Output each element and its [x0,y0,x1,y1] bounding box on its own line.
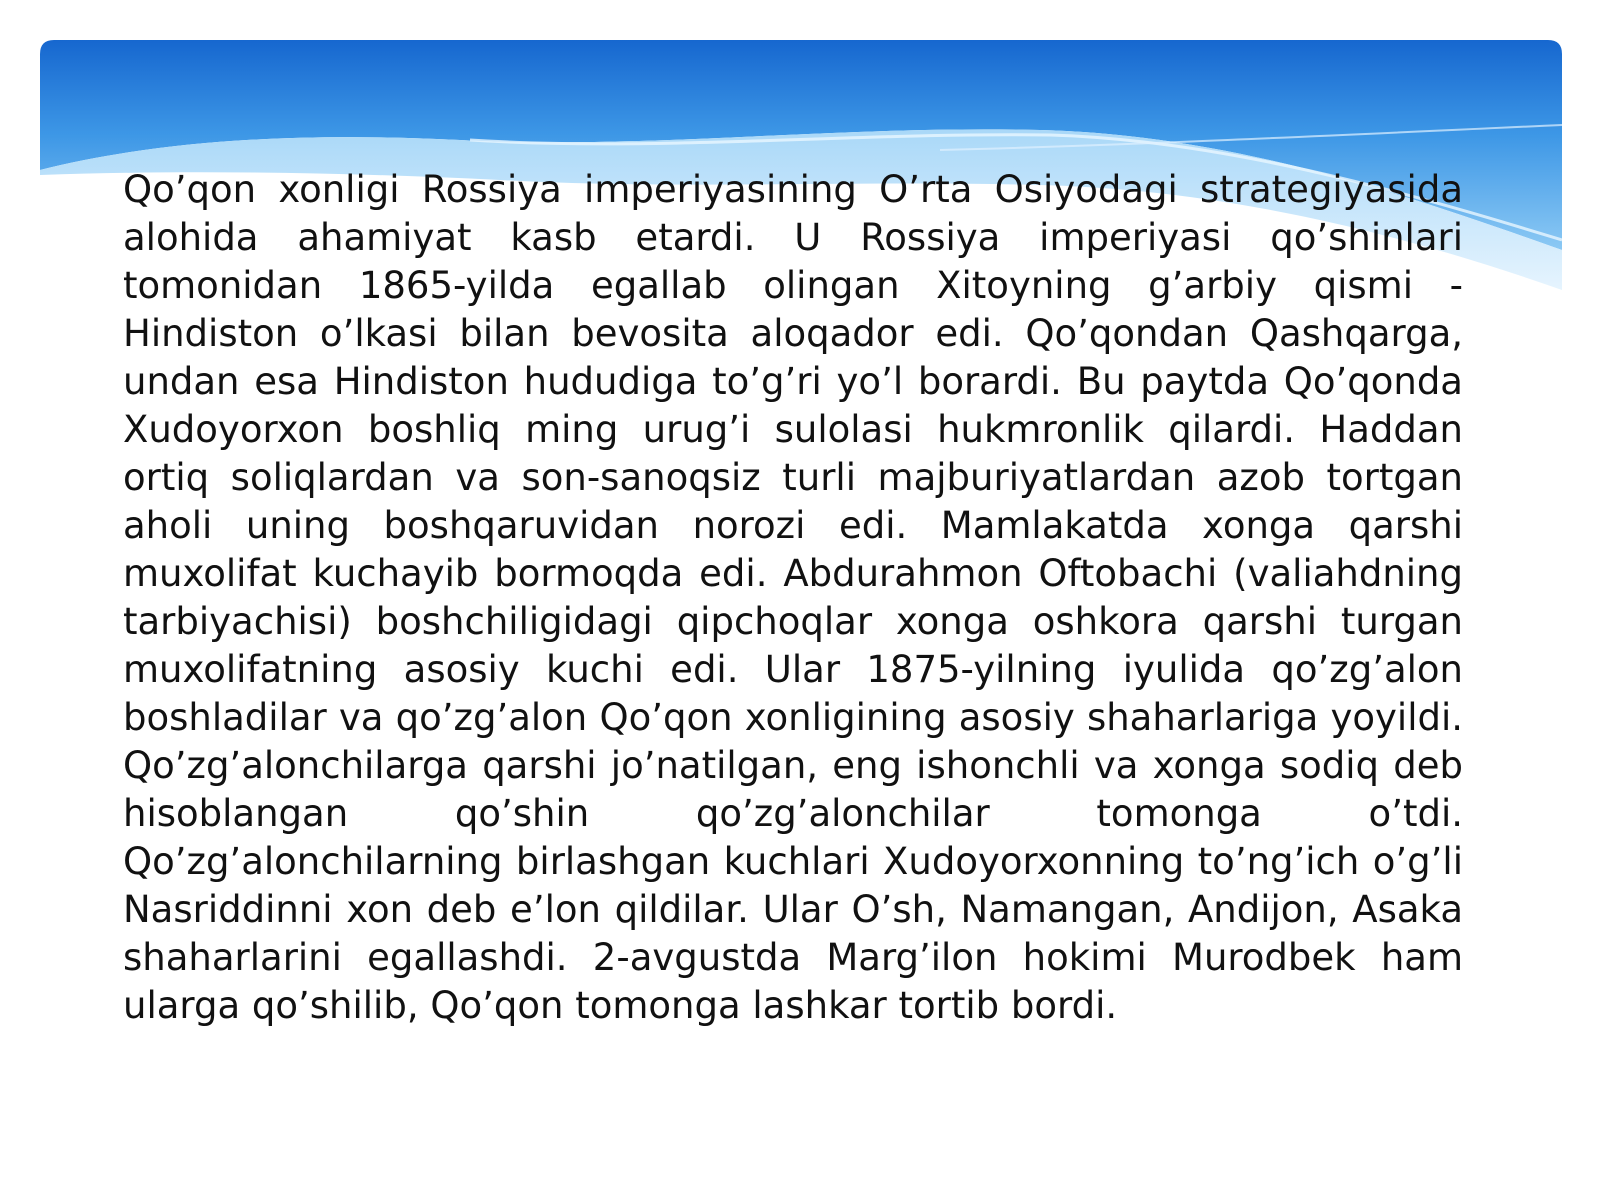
body-paragraph: Qo’qon xonligi Rossiya imperiyasining O’rta Osiyodagi strategiyasida alohida ahamiyat kasb etardi. U Rossiya imperiyasi qo’shinlari tomonidan 1865-yilda egallab olingan Xitoyning g’arbiy qismi - Hindiston o’lkasi bilan bevosita aloqador edi. Qo’qondan Qashqarga, undan esa Hindiston hududiga to’g’ri yo’l borardi. Bu paytda Qo’qonda Xudoyorxon boshliq ming urug’i sulolasi hukmronlik qilardi. Haddan ortiq soliqlardan va son-sanoqsiz turli majburiyatlardan azob tortgan aholi uning boshqaruvidan norozi edi. Mamlakatda xonga qarshi muxolifat kuchayib bormoqda edi. Abdurahmon Oftobachi (valiahdning tarbiyachisi) boshchiligidagi qipchoqlar xonga oshkora qarshi turgan muxolifatning asosiy kuchi edi. Ular 1875-yilning iyulida qo’zg’alon boshladilar va qo’zg’alon Qo’qon xonligining asosiy shaharlariga yoyildi. Qo’zg’alonchilarga qarshi jo’natilgan, eng ishonchli va xonga sodiq deb hisoblangan qo’shin qo’zg’alonchilar tomonga o’tdi. Qo’zg’alonchilarning birlashgan kuchlari Xudoyorxonning to’ng’ich o’g’li Nasriddinni xon deb e’lon qildilar. Ular O’sh, Namangan, Andijon, Asaka shaharlarini egallashdi. 2-avgustda Marg’ilon hokimi Murodbek ham ularga qo’shilib, Qo’qon tomonga lashkar tortib bordi. [123,168,1463,1027]
